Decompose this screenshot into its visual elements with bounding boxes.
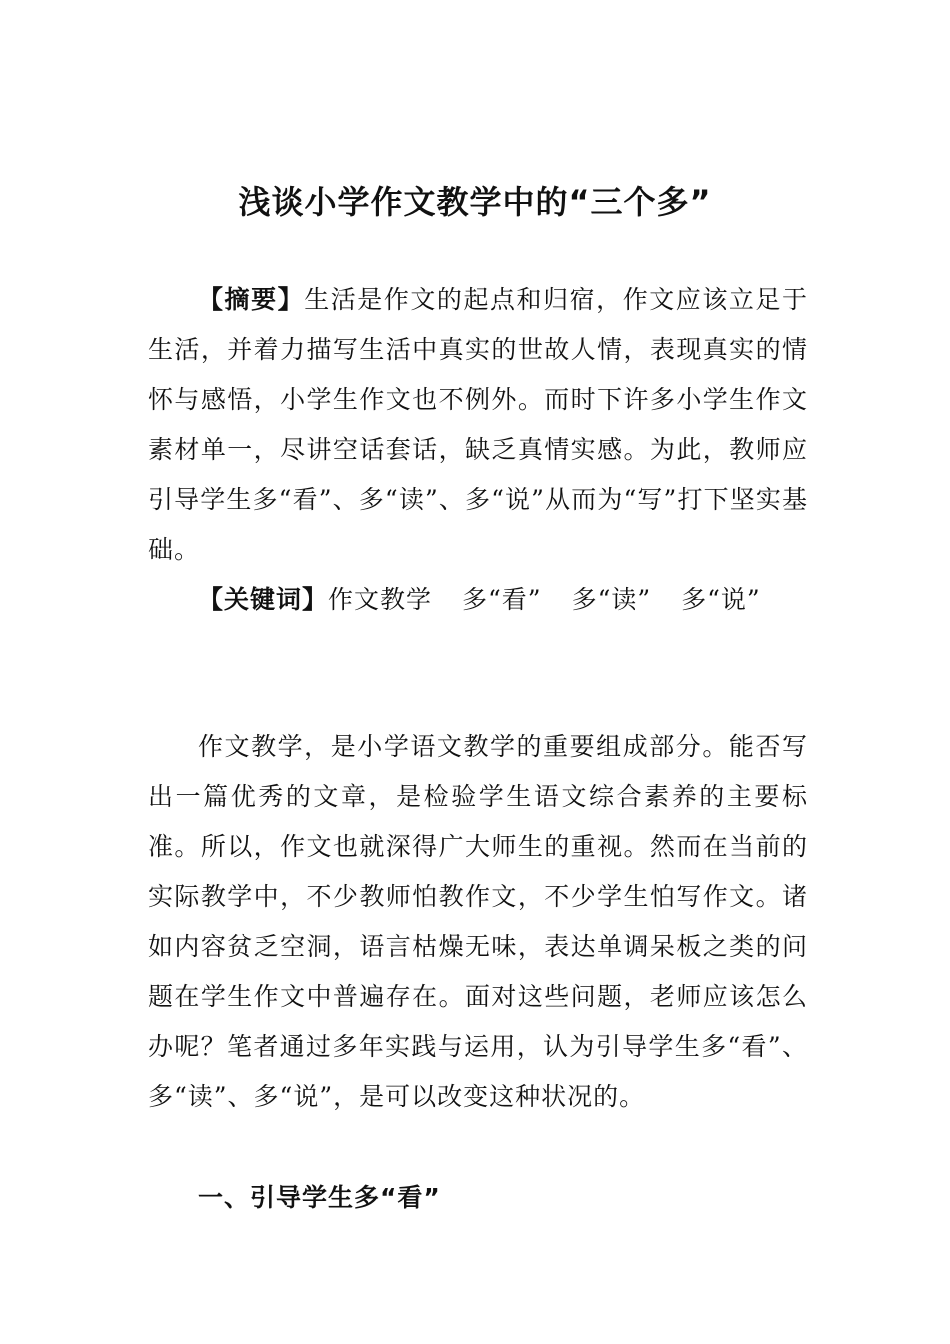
document-title: 浅谈小学作文教学中的“三个多”	[238, 183, 712, 221]
body-paragraph: 作文教学，是小学语文教学的重要组成部分。能否写出一篇优秀的文章，是检验学生语文综合素养的主要标准。所以，作文也就深得广大师生的重视。然而在当前的实际教学中，不少教师怕教作文，不少学生怕写作文。诸如内容贫乏空洞，语言枯燥无味，表达单调呆板之类的问题在学生作文中普遍存在。面对这些问题，老师应该怎么办呢？笔者通过多年实践与运用，认为引导学生多“看”、多“读”、多“说”，是可以改变这种状况的。	[148, 732, 808, 1111]
abstract-text: 生活是作文的起点和归宿，作文应该立足于生活，并着力描写生活中真实的世故人情，表现真实的情怀与感悟，小学生作文也不例外。而时下许多小学生作文素材单一，尽讲空话套话，缺乏真情实感。为此，教师应引导学生多“看”、多“读”、多“说”从而为“写”打下坚实基础。	[148, 285, 808, 564]
abstract-paragraph	[148, 275, 808, 575]
keyword-item: 多“读”	[571, 585, 652, 614]
keyword-item: 多“看”	[462, 585, 542, 614]
keywords-label: 【关键词】	[198, 585, 329, 614]
abstract-label: 【摘要】	[198, 285, 305, 314]
keyword-item: 作文教学	[328, 585, 433, 614]
keywords-paragraph	[148, 575, 808, 625]
section-heading: 一、引导学生多“看”	[198, 1183, 441, 1212]
keyword-item: 多“说”	[681, 585, 761, 614]
